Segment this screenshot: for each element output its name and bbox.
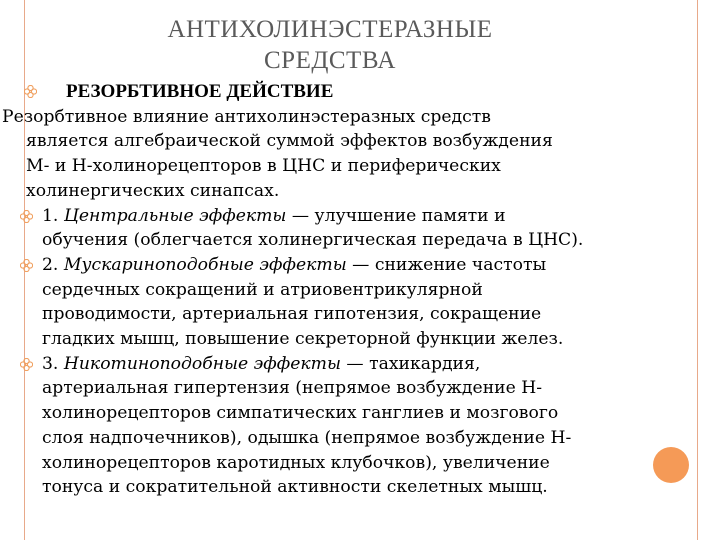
title-line-1: АНТИХОЛИНЭСТЕРАЗНЫЕ xyxy=(167,16,493,43)
intro-line: М- и Н-холинорецепторов в ЦНС и периферических xyxy=(26,156,501,177)
list-item xyxy=(18,253,697,352)
list-item-first-line xyxy=(18,253,697,278)
list-item xyxy=(18,352,697,500)
flower-bullet-icon xyxy=(20,259,33,272)
item-term: Центральные эффекты xyxy=(63,205,287,226)
slide-title xyxy=(0,14,660,76)
item-text: — улучшение памяти и xyxy=(286,205,506,226)
item-number: 3. xyxy=(42,353,64,374)
list-item-first-line xyxy=(18,204,697,229)
list-item-line: артериальная гипертензия (непрямое возбуждение Н- xyxy=(42,378,543,399)
intro-line: является алгебраической суммой эффектов возбуждения xyxy=(26,131,553,152)
item-text: — снижение частоты xyxy=(346,254,547,275)
list-item-line: слоя надпочечников), одышка (непрямое возбуждение Н- xyxy=(42,427,572,448)
item-term: Никотиноподобные эффекты xyxy=(63,353,341,374)
subheading: РЕЗОРБТИВНОЕ ДЕЙСТВИЕ xyxy=(66,81,334,102)
flower-bullet-icon xyxy=(20,358,33,371)
decorative-circle xyxy=(653,447,689,483)
item-number: 2. xyxy=(42,254,64,275)
list-item-line: холинорецепторов каротидных клубочков), увеличение xyxy=(42,452,550,473)
list-item-line: тонуса и сократительной активности скелетных мышц. xyxy=(42,477,548,498)
subheading-row xyxy=(42,80,697,105)
list-item xyxy=(18,204,697,253)
flower-bullet-icon xyxy=(20,210,33,223)
list-item-line: обучения (облегчается холинергическая передача в ЦНС). xyxy=(42,230,584,251)
flower-bullet-icon xyxy=(24,85,37,98)
item-term: Мускариноподобные эффекты xyxy=(63,254,347,275)
intro-line: Резорбтивное влияние антихолинэстеразных средств xyxy=(2,106,491,127)
list-item-first-line xyxy=(18,352,697,377)
list-item-line: холинорецепторов симпатических ганглиев и мозгового xyxy=(42,403,559,424)
slide-body xyxy=(2,80,697,500)
list-item-line: проводимости, артериальная гипотензия, сокращение xyxy=(42,304,542,325)
title-line-2: СРЕДСТВА xyxy=(263,47,396,74)
intro-paragraph xyxy=(2,105,697,204)
intro-line: холинергических синапсах. xyxy=(26,180,280,201)
item-number: 1. xyxy=(42,205,64,226)
list-item-line: сердечных сокращений и атриовентрикулярной xyxy=(42,279,483,300)
right-border-line xyxy=(697,0,698,540)
list-item-line: гладких мышц, повышение секреторной функции желез. xyxy=(42,329,564,350)
item-text: — тахикардия, xyxy=(340,353,481,374)
